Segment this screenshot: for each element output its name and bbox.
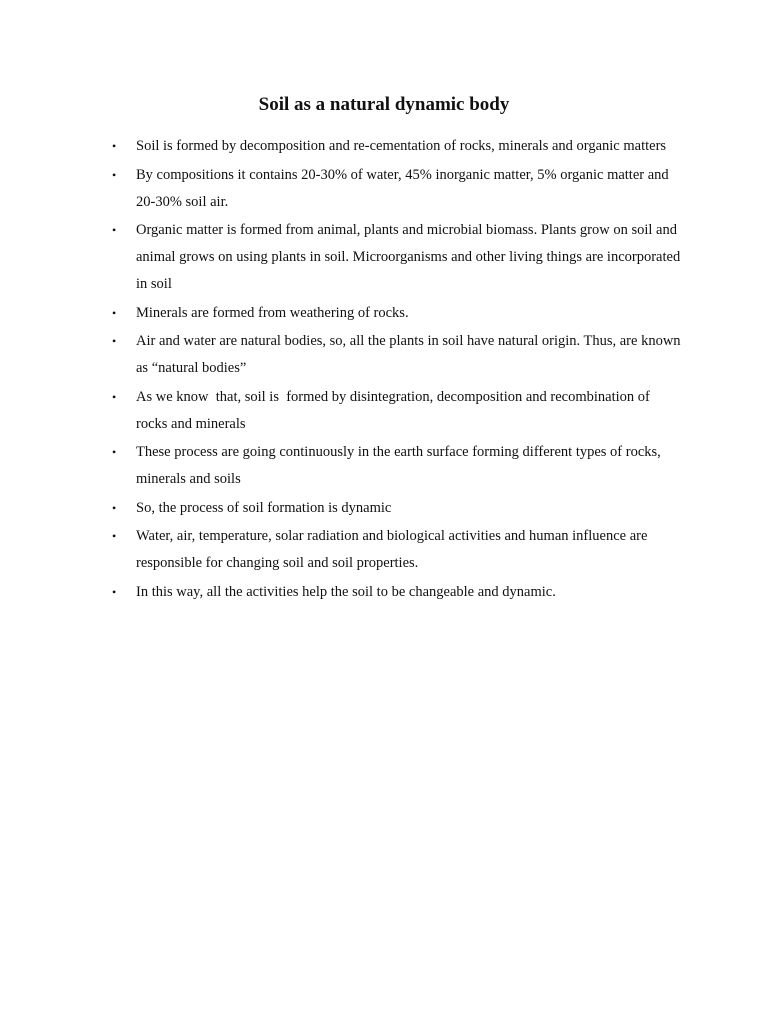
bullet-icon: •	[112, 500, 117, 515]
page-title: Soil as a natural dynamic body	[258, 94, 510, 115]
list-item	[112, 300, 682, 327]
bullet-icon: •	[112, 167, 117, 182]
bullet-icon: •	[112, 584, 117, 599]
list-item	[112, 133, 682, 160]
list-item	[112, 495, 682, 522]
list-item	[112, 328, 682, 382]
bullet-icon: •	[112, 389, 117, 404]
bullet-icon: •	[112, 529, 117, 543]
bullet-icon: •	[112, 334, 117, 348]
list-item-text: Water, air, temperature, solar radiation and biological activities and human influence are responsible for changing soil and soil properties.	[136, 528, 648, 571]
bullet-icon: •	[112, 223, 117, 237]
list-item-text: In this way, all the activities help the soil to be changeable and dynamic.	[136, 583, 556, 600]
bullet-icon: •	[112, 139, 117, 153]
list-item-text: Organic matter is formed from animal, plants and microbial biomass. Plants grow on soil and animal grows on using plants in soil. Microorganisms and other living things are incorporated in soil	[136, 222, 681, 292]
list-item	[112, 162, 682, 216]
list-item	[112, 384, 682, 438]
bullet-icon: •	[112, 305, 117, 320]
list-item	[112, 439, 682, 493]
list-item-text: Air and water are natural bodies, so, all the plants in soil have natural origin. Thus, are known as “natural bodies”	[136, 333, 681, 376]
list-item-text: These process are going continuously in the earth surface forming different types of rocks, minerals and soils	[136, 444, 661, 487]
list-item-text: By compositions it contains 20-30% of water, 45% inorganic matter, 5% organic matter and 20-30% soil air.	[136, 166, 669, 210]
list-item	[112, 579, 682, 606]
list-item-text: So, the process of soil formation is dynamic	[136, 499, 392, 516]
list-item-text: Soil is formed by decomposition and re-cementation of rocks, minerals and organic matters	[136, 138, 667, 154]
list-item-text: As we know that, soil is formed by disintegration, decomposition and recombination of rocks and minerals	[136, 388, 654, 432]
list-item	[112, 217, 682, 298]
bullet-icon: •	[112, 445, 117, 459]
list-item	[112, 523, 682, 577]
bullet-list	[112, 133, 682, 607]
list-item-text: Minerals are formed from weathering of rocks.	[136, 304, 409, 321]
